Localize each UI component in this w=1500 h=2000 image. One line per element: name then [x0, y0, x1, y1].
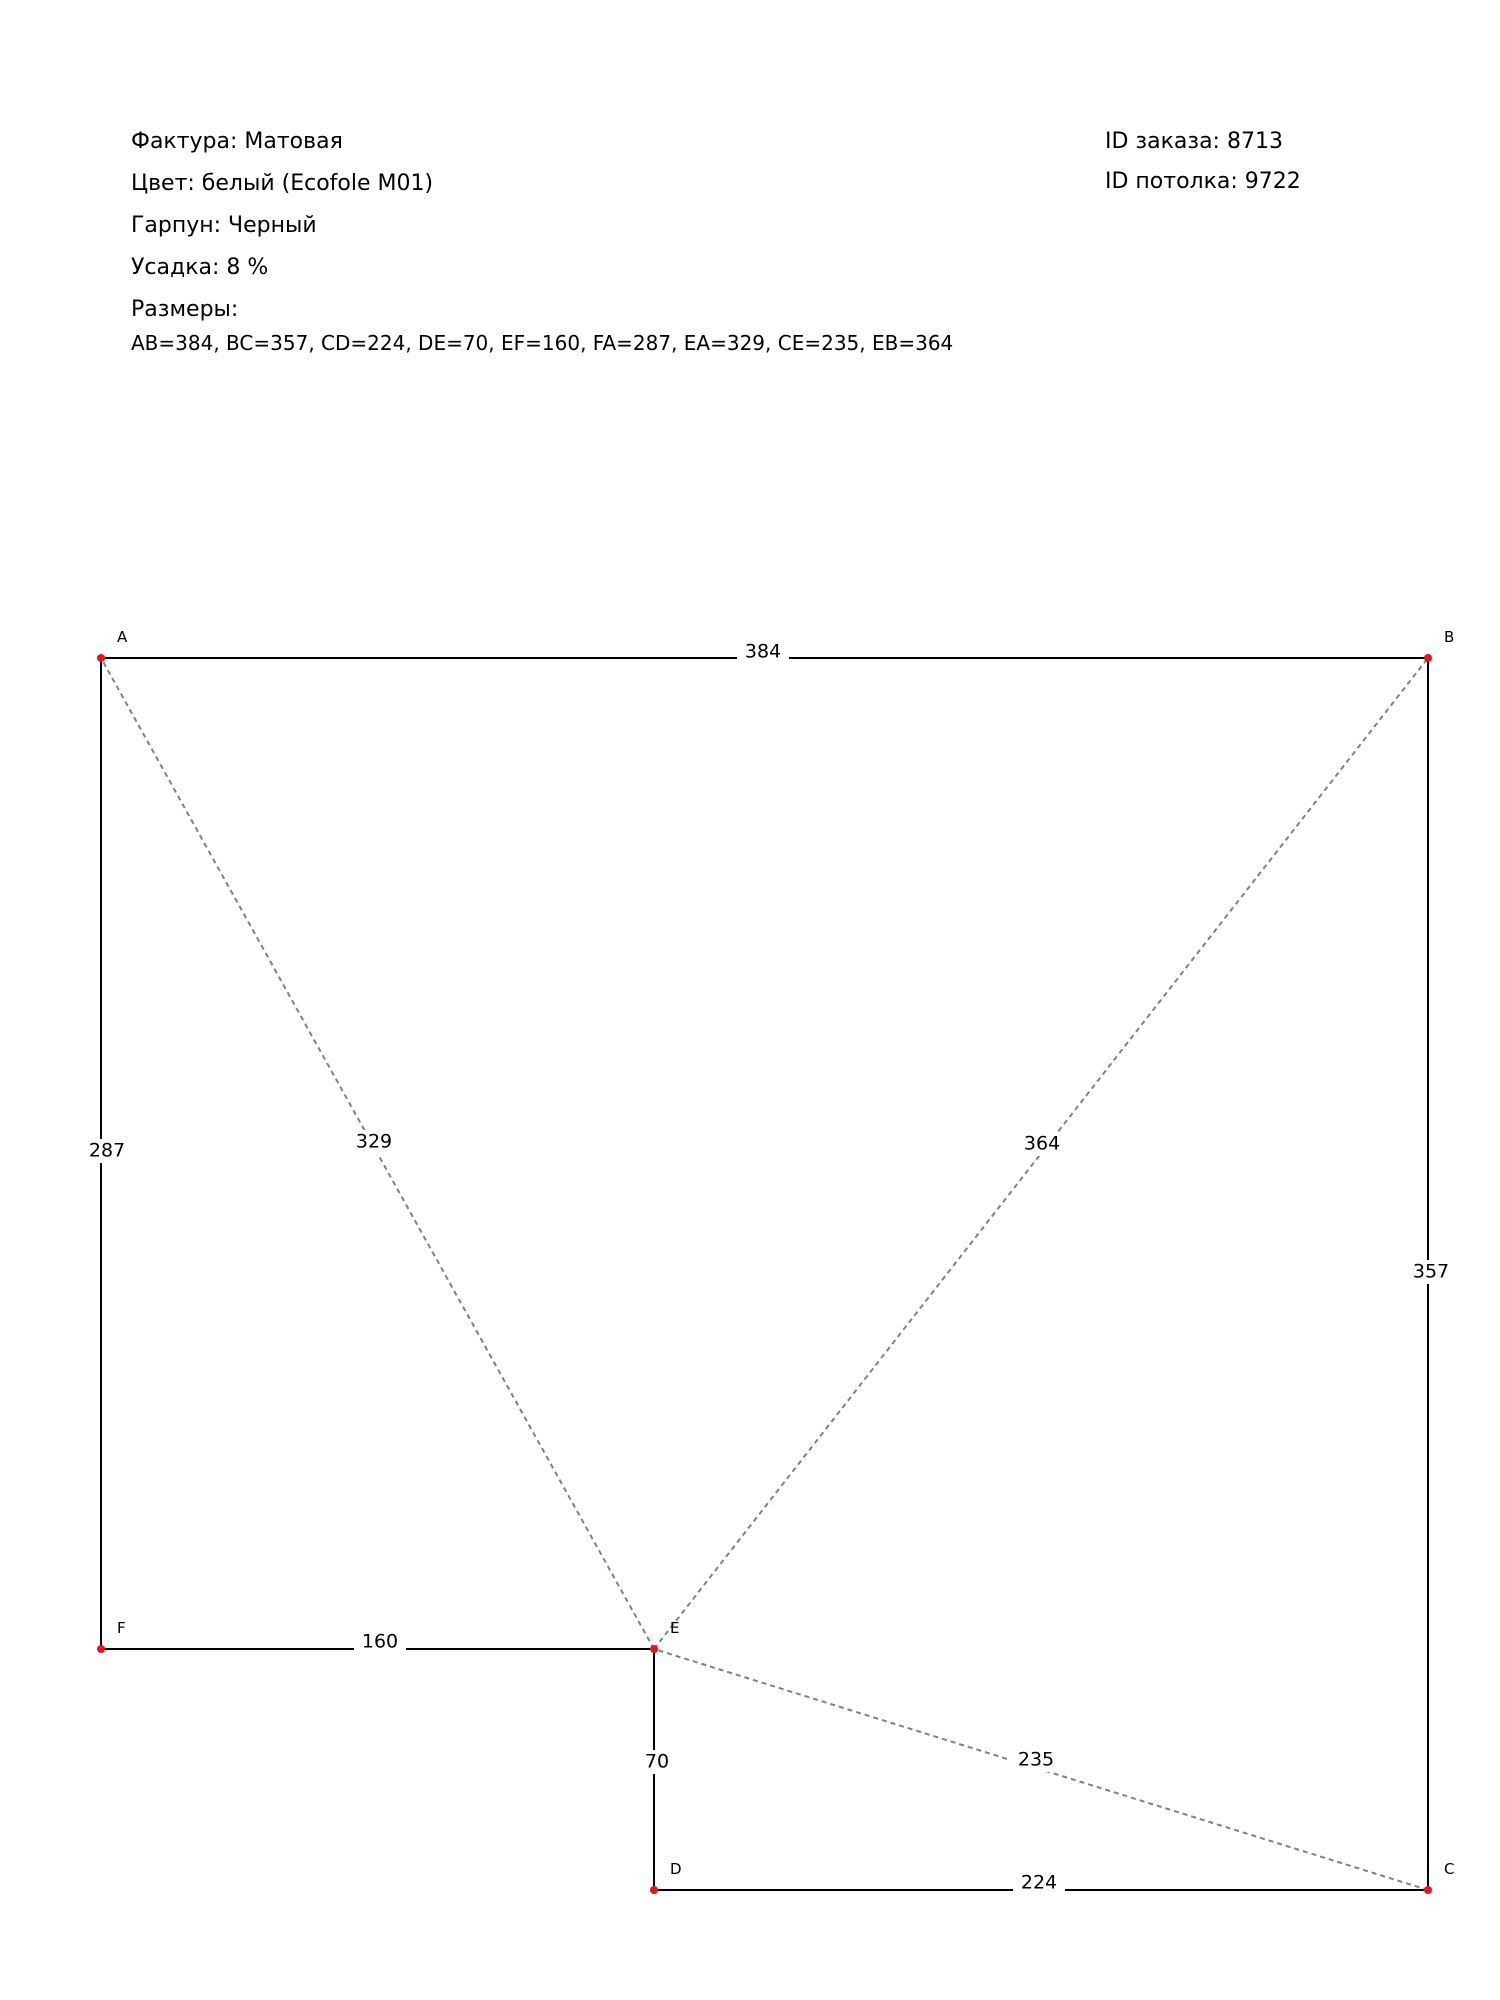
- order-id: ID заказа: 8713: [1105, 129, 1283, 154]
- point-a: [97, 654, 105, 662]
- edge-length-ef: 160: [361, 1630, 399, 1653]
- sizes-list: AB=384, BC=357, CD=224, DE=70, EF=160, FA=287, EA=329, CE=235, EB=364: [131, 331, 954, 355]
- point-f: [97, 1645, 105, 1653]
- edge-length-ce: 235: [1017, 1748, 1055, 1771]
- point-label-d: D: [670, 1860, 682, 1878]
- edge-length-de: 70: [644, 1750, 670, 1773]
- point-b: [1424, 654, 1432, 662]
- point-e: [650, 1645, 658, 1653]
- point-c: [1424, 1886, 1432, 1894]
- edge-length-bc: 357: [1412, 1260, 1450, 1283]
- edge-length-fa: 287: [88, 1139, 126, 1162]
- edge-length-ab: 384: [744, 640, 782, 663]
- points-layer: [97, 628, 1454, 1894]
- point-label-f: F: [117, 1619, 126, 1637]
- point-d: [650, 1886, 658, 1894]
- sizes-title: Размеры:: [131, 297, 239, 322]
- shrinkage-line: Усадка: 8 %: [131, 255, 269, 280]
- point-label-e: E: [670, 1619, 680, 1637]
- harpoon-line: Гарпун: Черный: [131, 213, 317, 238]
- point-label-c: C: [1444, 1860, 1455, 1878]
- texture-line: Фактура: Матовая: [131, 129, 343, 154]
- length-labels-layer: [81, 640, 1457, 1895]
- point-label-b: B: [1444, 628, 1455, 646]
- edges-layer: [101, 658, 1428, 1890]
- point-label-a: A: [117, 628, 128, 646]
- edge-length-cd: 224: [1020, 1871, 1058, 1894]
- ceiling-id: ID потолка: 9722: [1105, 169, 1301, 194]
- color-line: Цвет: белый (Ecofole M01): [131, 171, 434, 196]
- edge-length-eb: 364: [1023, 1132, 1061, 1155]
- edge-length-ea: 329: [355, 1130, 393, 1153]
